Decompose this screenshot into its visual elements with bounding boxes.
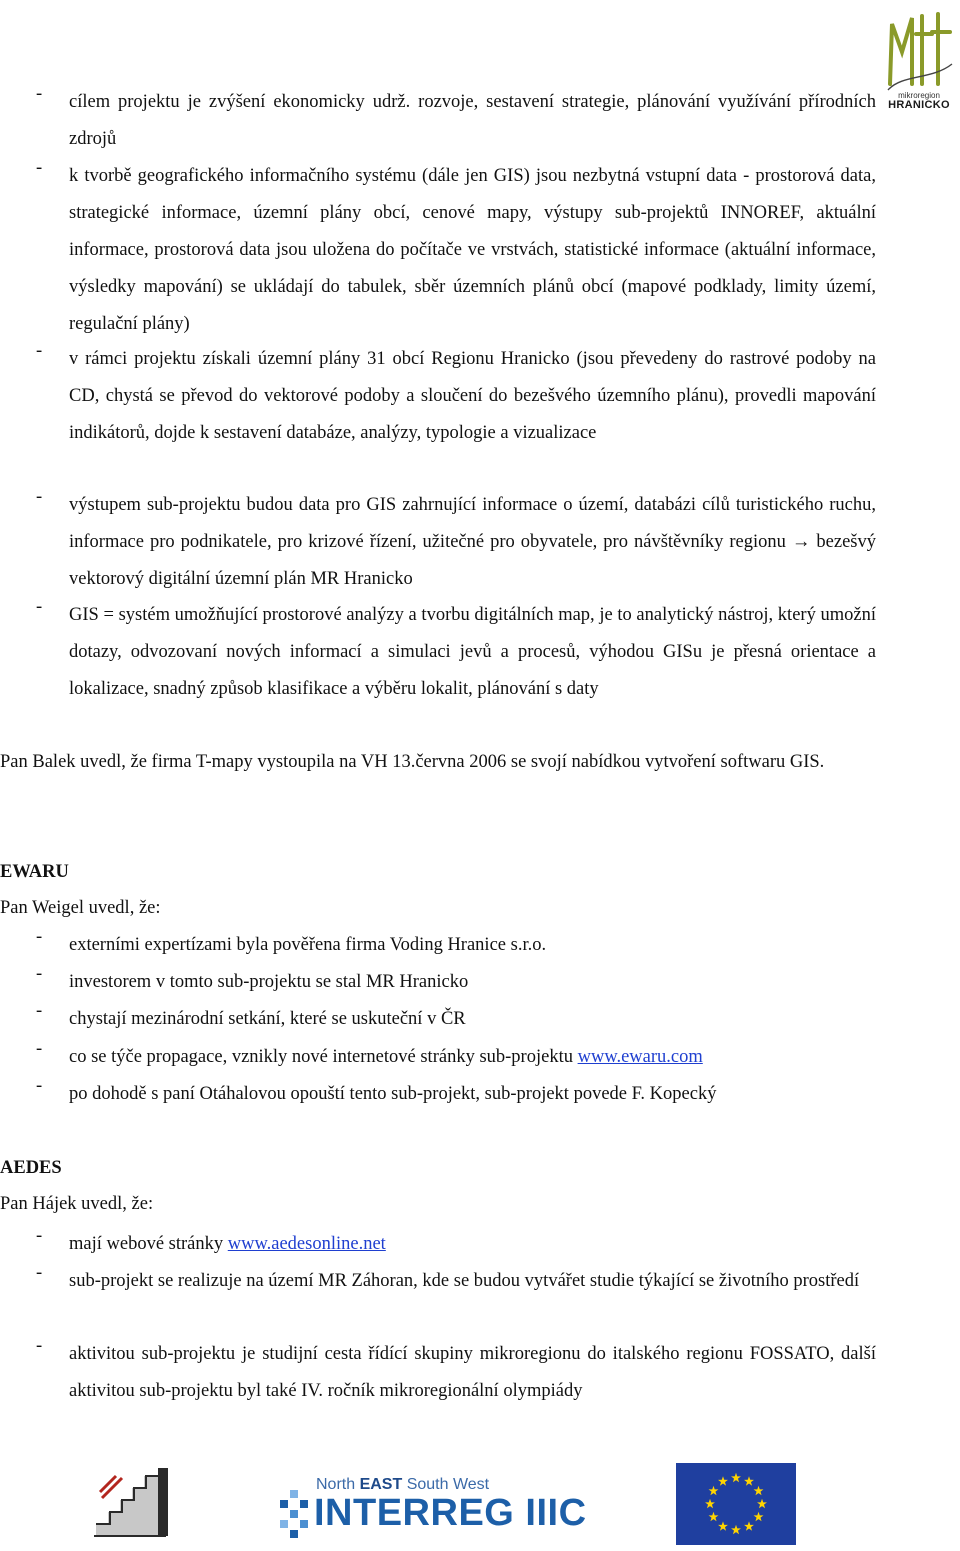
list-item [0, 1076, 876, 1113]
bullet-dash: - [36, 1263, 43, 1283]
list-item [0, 1336, 876, 1410]
list-item-text: v rámci projektu získali územní plány 31 obcí Regionu Hranicko (jsou převedeny do rastrové podoby na CD, chystá se převod do vektorové podoby a sloučení do bezešvého územního plánu), provedli mapování indikátorů, dojde k sestavení databáze, analýzy, typologie a vizualizace [69, 349, 876, 443]
hranicko-logo [882, 4, 956, 112]
bullet-dash: - [36, 964, 43, 984]
list-item-text: výstupem sub-projektu budou data pro GIS zahrnující informace o území, databázi cílů turistického ruchu, informace pro podnikatele, pro krizové řízení, užitečné pro obyvatele, pro návštěvníky regionu → bezešvý vektorový digitální územní plán MR Hranicko [69, 495, 876, 589]
interreg-top-part: North [316, 1476, 360, 1493]
list-item-text: investorem v tomto sub-projektu se stal MR Hranicko [69, 972, 469, 992]
list-item-text: chystají mezinárodní setkání, které se uskuteční v ČR [69, 1009, 466, 1029]
list-item [0, 341, 876, 452]
eu-flag-icon [676, 1463, 796, 1545]
balek-paragraph: Pan Balek uvedl, že firma T-mapy vystoupila na VH 13.června 2006 se svojí nabídkou vytvoření softwaru GIS. [0, 752, 825, 772]
bullet-dash: - [36, 1336, 43, 1356]
section-heading-aedes: AEDES [0, 1158, 62, 1178]
list-item [0, 487, 876, 598]
section-intro-ewaru: Pan Weigel uvedl, že: [0, 898, 161, 918]
list-item [0, 84, 876, 158]
bullet-dash: - [36, 487, 43, 507]
list-item-text: sub-projekt se realizuje na území MR Záhoran, kde se budou vytvářet studie týkající se životního prostředí [69, 1271, 860, 1291]
bullet-dash: - [36, 927, 43, 947]
bullet-dash: - [36, 1039, 43, 1059]
list-item-text: po dohodě s paní Otáhalovou opouští tento sub-projekt, sub-projekt povede F. Kopecký [69, 1084, 717, 1104]
innoref-logo [86, 1462, 174, 1542]
bullet-dash: - [36, 1076, 43, 1096]
section-heading-ewaru: EWARU [0, 862, 69, 882]
list-item [0, 1001, 876, 1038]
list-item-text [69, 1039, 876, 1076]
list-item [0, 1226, 876, 1263]
interreg-title: INTERREG IIIC [314, 1492, 587, 1534]
bullet-dash: - [36, 341, 43, 361]
bullet-dash: - [36, 597, 43, 617]
bullet-dash: - [36, 1001, 43, 1021]
aedes-website-link[interactable]: www.aedesonline.net [227, 1234, 386, 1254]
bullet-dash: - [36, 84, 43, 104]
innoref-staircase-icon [86, 1462, 174, 1542]
ewaru-website-link[interactable]: www.ewaru.com [577, 1047, 703, 1067]
list-item-text: aktivitou sub-projektu je studijní cesta řídící skupiny mikroregionu do italského regionu FOSSATO, další aktivitou sub-projektu byl také IV. ročník mikroregionální olympiády [69, 1344, 876, 1401]
list-item-text [69, 1226, 876, 1263]
logo-small-text: mikroregion [898, 91, 940, 100]
interreg-logo [276, 1476, 587, 1540]
list-item-text: GIS = systém umožňující prostorové analýzy a tvorbu digitálních map, je to analytický nástroj, který umožní dotazy, odvozovaní nových informací a simulaci jevů a procesů, výhodou GISu je přesná orientace a lokalizace, snadný způsob klasifikace a výběru lokalit, plánování s daty [69, 605, 876, 699]
interreg-top-bold: EAST [359, 1476, 403, 1493]
list-item-text-part: mají webové stránky [69, 1234, 228, 1254]
logo-big-text: HRANICKO [888, 99, 950, 111]
hranicko-logo-icon [882, 4, 956, 92]
section-intro-aedes: Pan Hájek uvedl, že: [0, 1194, 154, 1214]
list-item-text: cílem projektu je zvýšení ekonomicky udrž. rozvoje, sestavení strategie, plánování využívání přírodních zdrojů [69, 92, 876, 149]
list-item-text: k tvorbě geografického informačního systému (dále jen GIS) jsou nezbytná vstupní data - prostorová data, strategické informace, územní plány obcí, cenové mapy, výstupy sub-projektů INNOREF, aktuální informace, prostorová data jsou uložena do počítače ve vrstvách, statistické informace (aktuální informace, výsledky mapování) se ukládají do tabulek, sběr územních plánů obcí (mapové podklady, limity území, regulační plány) [69, 166, 876, 334]
bullet-dash: - [36, 158, 43, 178]
list-item [0, 927, 876, 964]
eu-flag [676, 1463, 796, 1545]
list-item [0, 597, 876, 708]
list-item-text-part: co se týče propagace, vznikly nové internetové stránky sub-projektu [69, 1047, 578, 1067]
list-item [0, 964, 876, 1001]
interreg-mosaic-icon [276, 1486, 312, 1542]
list-item-text: externími expertízami byla pověřena firma Voding Hranice s.r.o. [69, 935, 547, 955]
bullet-dash: - [36, 1226, 43, 1246]
list-item [0, 1263, 876, 1300]
list-item [0, 1039, 876, 1076]
list-item [0, 158, 876, 343]
interreg-top-part: South West [402, 1476, 490, 1493]
